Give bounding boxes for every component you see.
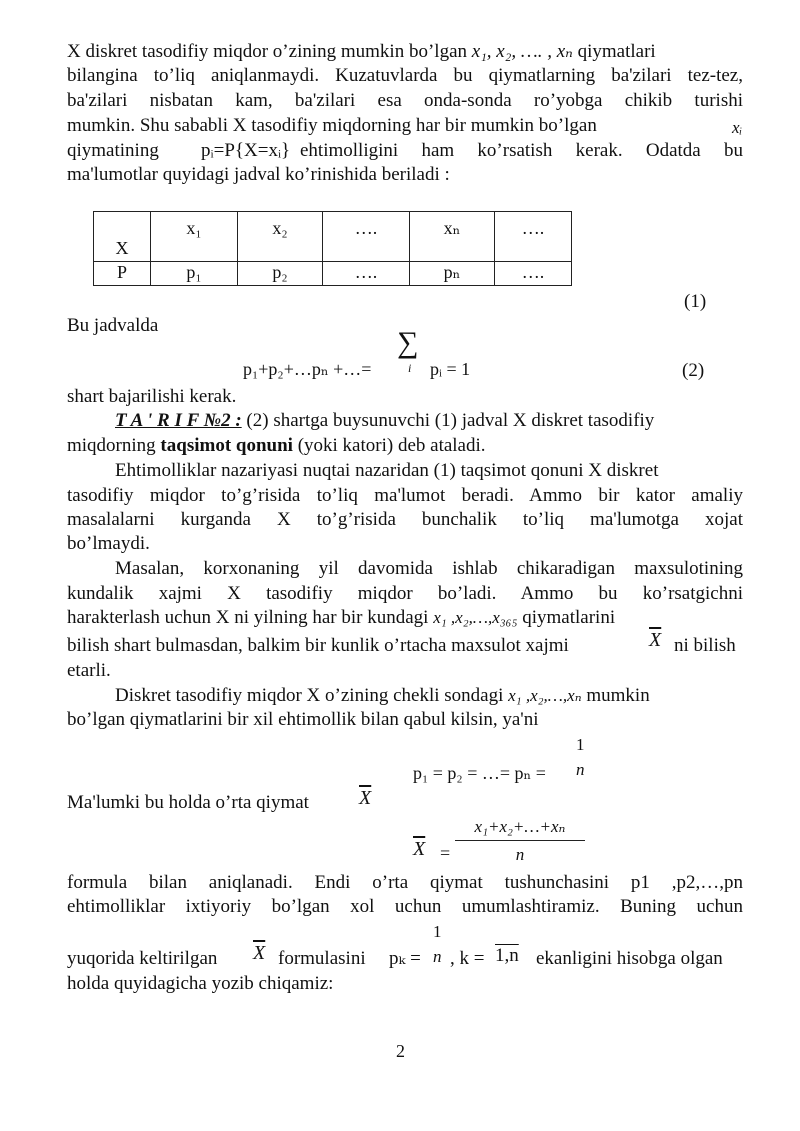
k-range: 1,n bbox=[495, 945, 519, 966]
fraction-bar bbox=[455, 840, 585, 841]
paragraph-1-line-2: bilangina to’liq aniqlanmaydi. Kuzatuvlarda bu qiymatlarning ba'zilari tez-tez, bbox=[67, 65, 743, 86]
page-number: 2 bbox=[396, 1041, 405, 1061]
shart-line: shart bajarilishi kerak. bbox=[67, 386, 237, 407]
paragraph-3-line-1: Ehtimolliklar nazariyasi nuqtai nazaridan (1) taqsimot qonuni X diskret bbox=[115, 460, 659, 481]
text: mumkin bbox=[581, 685, 650, 706]
sum-index: i bbox=[408, 361, 412, 375]
fraction-num: 1 bbox=[433, 922, 442, 941]
x-bar: $\overline{X}$ bbox=[649, 629, 662, 651]
text: X diskret tasodifiy miqdor o’zining mumkin bo’lgan bbox=[67, 41, 472, 62]
paragraph-6-line-2: ehtimolliklar ixtiyoriy bo’lgan xol uchun umumlashtiramiz. Buning uchun bbox=[67, 896, 743, 917]
text: qiymatining bbox=[67, 140, 159, 161]
paragraph-4-line-2: kundalik xajmi X tasodifiy miqdor bo’ladi. Ammo bu ko’rsatgichni bbox=[67, 583, 743, 604]
x-bar: $\overline{X}$ bbox=[253, 942, 266, 964]
paragraph-1-line-6: ma'lumotlar quyidagi jadval ko’rinishida beriladi : bbox=[67, 164, 450, 185]
equation-2-lhs: p₁+p₂+…pₙ +…= bbox=[243, 359, 372, 379]
paragraph-6-line-3 bbox=[67, 922, 743, 971]
equation-4-eq: = bbox=[440, 843, 451, 863]
equation-number-1: (1) bbox=[684, 291, 707, 312]
vars: x₁ ,x₂,…,x₃₆₅ bbox=[433, 608, 518, 627]
paragraph-1-line-5 bbox=[67, 139, 743, 163]
term-taqsimot-qonuni: taqsimot qonuni bbox=[160, 435, 293, 456]
row-label-x: X bbox=[94, 212, 151, 262]
fraction-den: n bbox=[433, 947, 442, 966]
probability-expr: pᵢ=P{X=xᵢ} bbox=[201, 140, 291, 161]
text: miqdorning bbox=[67, 435, 161, 456]
table-row-p bbox=[94, 262, 572, 286]
equation-4-denominator: n bbox=[515, 845, 525, 864]
table-cell: p₂ bbox=[238, 262, 323, 286]
table-cell: x₁ bbox=[151, 212, 238, 262]
pk-expr: pₖ = bbox=[389, 948, 421, 969]
paragraph-1-line-1 bbox=[67, 40, 743, 64]
definition-line-2 bbox=[67, 434, 743, 458]
text: harakterlash uchun X ni yilning har bir kundagi bbox=[67, 607, 434, 628]
var-xi: xᵢ bbox=[732, 118, 743, 137]
text: ni bilish bbox=[674, 635, 736, 656]
table-cell: xₙ bbox=[410, 212, 495, 262]
malumki-line bbox=[67, 787, 743, 815]
text: bilish shart bulmasdan, balkim bir kunlik o’rtacha maxsulot xajmi bbox=[67, 635, 569, 656]
text: ekanligini hisobga olgan bbox=[536, 948, 723, 969]
paragraph-3-line-3: masalalarni kurganda X to’g’risida bunchalik to’liq ma'lumotga xojat bbox=[67, 509, 743, 530]
vars: x₁, x₂, …. , xₙ bbox=[471, 41, 573, 62]
table-cell: x₂ bbox=[238, 212, 323, 262]
paragraph-1-line-3: ba'zilari nisbatan kam, ba'zilari esa onda-sonda ro’yobga chikib turishi bbox=[67, 90, 743, 111]
paragraph-4-line-4 bbox=[67, 629, 743, 658]
equation-4-numerator: x₁+x₂+…+xₙ bbox=[474, 817, 566, 836]
paragraph-3-line-2: tasodifiy miqdor to’g’risida to’liq ma'lumot beradi. Ammo bir kator amaliy bbox=[67, 485, 743, 506]
paragraph-6-line-4: holda quyidagicha yozib chiqamiz: bbox=[67, 973, 334, 994]
sum-symbol: ∑ bbox=[397, 326, 419, 359]
equation-3-den: n bbox=[576, 760, 585, 779]
paragraph-6-line-1: formula bilan aniqlanadi. Endi o’rta qiymat tushunchasini p1 ,p2,…,pn bbox=[67, 872, 743, 893]
equation-3-lhs: p₁ = p₂ = …= pₙ = bbox=[413, 763, 546, 783]
table-row-x bbox=[94, 212, 572, 262]
k-expr: , k = bbox=[450, 948, 485, 969]
equation-3-num: 1 bbox=[576, 735, 585, 754]
paragraph-5-line-1 bbox=[115, 684, 743, 708]
paragraph-3-line-4: bo’lmaydi. bbox=[67, 533, 150, 554]
x-bar: $\overline{X}$ bbox=[359, 787, 372, 809]
text: Diskret tasodifiy miqdor X o’zining chekli sondagi bbox=[115, 685, 509, 706]
equation-2-rhs: pᵢ = 1 bbox=[430, 359, 471, 379]
text: qiymatlari bbox=[572, 41, 656, 62]
equation-4-lhs: $\overline{X}$ bbox=[413, 838, 426, 860]
text: mumkin. Shu sababli X tasodifiy miqdorning har bir mumkin bo’lgan bbox=[67, 115, 597, 136]
paragraph-4-line-3 bbox=[67, 606, 743, 630]
table-cell: …. bbox=[323, 262, 410, 286]
text: Ma'lumki bu holda o’rta qiymat bbox=[67, 792, 309, 813]
paragraph-5-line-2: bo’lgan qiymatlarini bir xil ehtimollik bilan qabul kilsin, ya'ni bbox=[67, 709, 539, 730]
text: (yoki katori) deb ataladi. bbox=[292, 435, 486, 456]
text: (2) shartga buysunuvchi (1) jadval X diskret tasodifiy bbox=[241, 410, 655, 431]
table-cell: …. bbox=[495, 262, 572, 286]
text: qiymatlarini bbox=[517, 607, 616, 628]
bu-jadvalda: Bu jadvalda bbox=[67, 315, 159, 336]
definition-label: T A ' R I F №2 : bbox=[115, 410, 242, 431]
text: yuqorida keltirilgan bbox=[67, 948, 218, 969]
paragraph-4-line-5: etarli. bbox=[67, 660, 111, 681]
table-cell: pₙ bbox=[410, 262, 495, 286]
equation-number-2: (2) bbox=[682, 360, 705, 381]
definition-line-1 bbox=[115, 409, 743, 433]
table-cell: …. bbox=[323, 212, 410, 262]
distribution-table bbox=[93, 211, 572, 286]
row-label-p: P bbox=[94, 262, 151, 286]
text: ehtimolligini ham ko’rsatish kerak. Odatda bu bbox=[300, 140, 743, 161]
text: formulasini bbox=[278, 948, 366, 969]
vars: x₁ ,x₂,…,xₙ bbox=[508, 686, 582, 705]
table-cell: …. bbox=[495, 212, 572, 262]
paragraph-1-line-4 bbox=[67, 114, 743, 138]
table-cell: p₁ bbox=[151, 262, 238, 286]
paragraph-4-line-1: Masalan, korxonaning yil davomida ishlab chikaradigan maxsulotining bbox=[115, 558, 743, 579]
